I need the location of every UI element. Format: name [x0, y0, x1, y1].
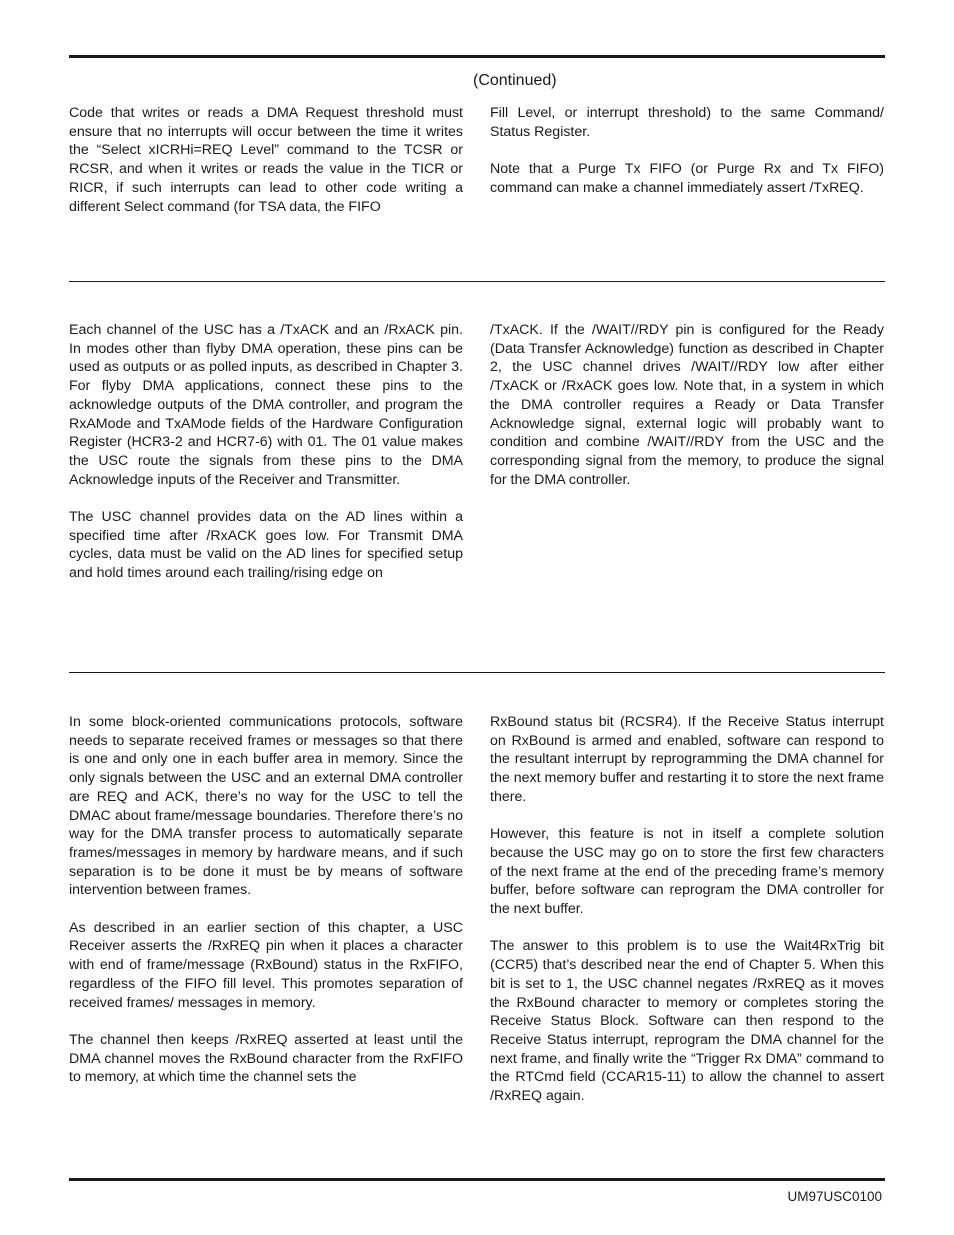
paragraph: Note that a Purge Tx FIFO (or Purge Rx and Tx FIFO) command can make a channel immediately assert /TxREQ. [490, 161, 884, 196]
paragraph: In some block-oriented communications protocols, software needs to separate received frames or messages so that there is one and only one in each buffer area in memory. Since the only signals between the USC and an external DMA controller are REQ and ACK, there’s no way for the USC to tell the DMAC about frame/message boundaries. Therefore there’s no way for the DMA transfer process to automatically separate frames/messages in memory by hardware means, and if such separation is to be done it must be by means of software intervention between frames. [69, 714, 463, 899]
paragraph: However, this feature is not in itself a complete solution because the USC may go on to store the first few characters of the next frame at the end of the preceding frame’s memory buffer, before software can reprogram the DMA controller for the next buffer. [490, 826, 884, 918]
paragraph: As described in an earlier section of this chapter, a USC Receiver asserts the /RxREQ pin when it places a character with end of frame/message (RxBound) status in the RxFIFO, regardless of the FIFO fill level. This promotes separation of received frames/ messages in memory. [69, 919, 463, 1011]
paragraph: Code that writes or reads a DMA Request threshold must ensure that no interrupts will occur between the time it writes the “Select xICRHi=REQ Level” command to the TCSR or RCSR, and when it writes or reads the value in the TICR or RICR, if such interrupts can lead to other code writing a different Select command (for TSA data, the FIFO [69, 105, 463, 215]
section3-right-column [490, 713, 884, 1106]
section2-right-column [490, 321, 884, 489]
document-code: UM97USC0100 [787, 1189, 882, 1204]
paragraph: RxBound status bit (RCSR4). If the Receive Status interrupt on RxBound is armed and enabled, software can respond to the resultant interrupt by reprogramming the DMA channel for the next memory buffer and restarting it to store the next frame there. [490, 714, 884, 805]
section-divider [69, 672, 885, 673]
paragraph: The channel then keeps /RxREQ asserted at least until the DMA channel moves the RxBound character from the RxFIFO to memory, at which time the channel sets the [69, 1031, 463, 1086]
paragraph: /TxACK. If the /WAIT//RDY pin is configured for the Ready (Data Transfer Acknowledge) function as described in Chapter 2, the USC channel drives /WAIT//RDY low after either /TxACK or /RxACK goes low. Note that, in a system in which the DMA controller requires a Ready or Data Transfer Acknowledge signal, external logic will probably want to condition and combine /WAIT//RDY from the USC and the corresponding signal from the memory, to produce the signal for the DMA controller. [490, 322, 884, 488]
paragraph: Each channel of the USC has a /TxACK and an /RxACK pin. In modes other than flyby DMA operation, these pins can be used as outputs or as polled inputs, as described in Chapter 3. For flyby DMA applications, connect these pins to the acknowledge outputs of the DMA controller, and program the RxAMode and TxAMode fields of the Hardware Configuration Register (HCR3-2 and HCR7-6) with 01. The 01 value makes the USC route the signals from these pins to the DMA Acknowledge inputs of the Receiver and Transmitter. [69, 322, 463, 488]
section-divider [69, 281, 885, 282]
section1-left-column [69, 104, 463, 216]
section2-left-column [69, 321, 463, 583]
section3-left-column [69, 713, 463, 1087]
section1-right-column [490, 104, 884, 198]
paragraph: Fill Level, or interrupt threshold) to the same Command/ Status Register. [490, 105, 884, 140]
top-rule [69, 55, 885, 58]
paragraph: The USC channel provides data on the AD lines within a specified time after /RxACK goes low. For Transmit DMA cycles, data must be valid on the AD lines for specified setup and hold times around each trailing/rising edge on [69, 509, 463, 582]
bottom-rule [69, 1178, 885, 1181]
paragraph: The answer to this problem is to use the Wait4RxTrig bit (CCR5) that’s described near the end of Chapter 5. When this bit is set to 1, the USC channel negates /RxREQ as it moves the RxBound character to memory or completes storing the Receive Status Block. Software can then respond to the Receive Status interrupt, reprogram the DMA channel for the next frame, and finally write the “Trigger Rx DMA” command to the RTCmd field (CCAR15-11) to allow the channel to assert /RxREQ again. [490, 938, 884, 1105]
continued-heading: (Continued) [473, 72, 557, 89]
